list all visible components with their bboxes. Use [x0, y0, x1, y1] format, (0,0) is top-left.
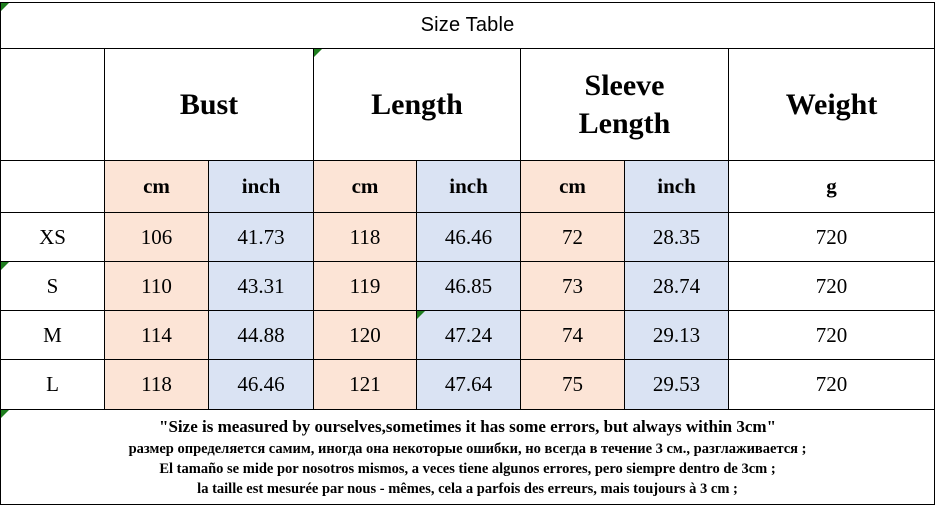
- header-length-label: Length: [371, 87, 463, 121]
- data-cell: 118: [105, 360, 209, 410]
- data-cell: 720: [729, 213, 935, 262]
- size-label: M: [1, 311, 105, 360]
- data-cell: 119: [314, 262, 417, 311]
- data-cell-text: 47.24: [444, 322, 493, 347]
- cell-flag-icon: [1, 3, 9, 11]
- cell-flag-icon: [1, 262, 9, 270]
- data-cell: 75: [521, 360, 625, 410]
- note-russian: размер определяется самим, иногда она некоторые ошибки, но всегда в течение 3 см., разглаживается ;: [128, 441, 807, 457]
- size-row-l: [1, 360, 935, 410]
- title-row: [1, 3, 935, 49]
- data-cell: 114: [105, 311, 209, 360]
- data-cell: 74: [521, 311, 625, 360]
- size-label: XS: [1, 213, 105, 262]
- data-cell: 720: [729, 262, 935, 311]
- corner-blank-cell: [1, 49, 105, 161]
- data-cell: 43.31: [209, 262, 314, 311]
- data-cell: 121: [314, 360, 417, 410]
- data-cell: 720: [729, 311, 935, 360]
- cell-flag-icon: [417, 311, 425, 319]
- unit-weight-g: g: [729, 161, 935, 213]
- unit-bust-inch: inch: [209, 161, 314, 213]
- data-cell: [417, 311, 521, 360]
- data-cell: 28.35: [625, 213, 729, 262]
- units-blank-cell: [1, 161, 105, 213]
- page-title: Size Table: [420, 14, 515, 36]
- size-label-text: S: [46, 273, 59, 298]
- data-cell: 29.13: [625, 311, 729, 360]
- data-cell: 720: [729, 360, 935, 410]
- data-cell: 73: [521, 262, 625, 311]
- data-cell: 28.74: [625, 262, 729, 311]
- data-cell: 72: [521, 213, 625, 262]
- data-cell: 118: [314, 213, 417, 262]
- group-header-row: [1, 49, 935, 161]
- data-cell: 120: [314, 311, 417, 360]
- size-table: [0, 2, 935, 505]
- header-length: [314, 49, 521, 161]
- unit-length-cm: cm: [314, 161, 417, 213]
- note-french: la taille est mesurée par nous - mêmes, cela a parfois des erreurs, mais toujours à 3 cm ;: [197, 481, 738, 497]
- data-cell: 44.88: [209, 311, 314, 360]
- size-label: L: [1, 360, 105, 410]
- unit-sleeve-cm: cm: [521, 161, 625, 213]
- header-weight: Weight: [729, 49, 935, 161]
- data-cell: 29.53: [625, 360, 729, 410]
- size-row-xs: [1, 213, 935, 262]
- size-label: [1, 262, 105, 311]
- unit-sleeve-inch: inch: [625, 161, 729, 213]
- note-spanish: El tamaño se mide por nosotros mismos, a veces tiene algunos errores, pero siempre dentro de 3cm ;: [159, 461, 776, 477]
- size-row-m: [1, 311, 935, 360]
- data-cell: 46.46: [417, 213, 521, 262]
- title-cell: [1, 3, 935, 49]
- cell-flag-icon: [314, 49, 322, 57]
- data-cell: 46.85: [417, 262, 521, 311]
- units-row: [1, 161, 935, 213]
- data-cell: 106: [105, 213, 209, 262]
- notes-cell: [1, 410, 935, 505]
- data-cell: 41.73: [209, 213, 314, 262]
- data-cell: 110: [105, 262, 209, 311]
- size-row-s: [1, 262, 935, 311]
- data-cell: 47.64: [417, 360, 521, 410]
- note-english: "Size is measured by ourselves,sometimes it has some errors, but always within 3cm": [159, 417, 777, 436]
- unit-length-inch: inch: [417, 161, 521, 213]
- header-sleeve-length: Sleeve Length: [521, 49, 729, 161]
- header-bust: Bust: [105, 49, 314, 161]
- data-cell: 46.46: [209, 360, 314, 410]
- unit-bust-cm: cm: [105, 161, 209, 213]
- notes-row: [1, 410, 935, 505]
